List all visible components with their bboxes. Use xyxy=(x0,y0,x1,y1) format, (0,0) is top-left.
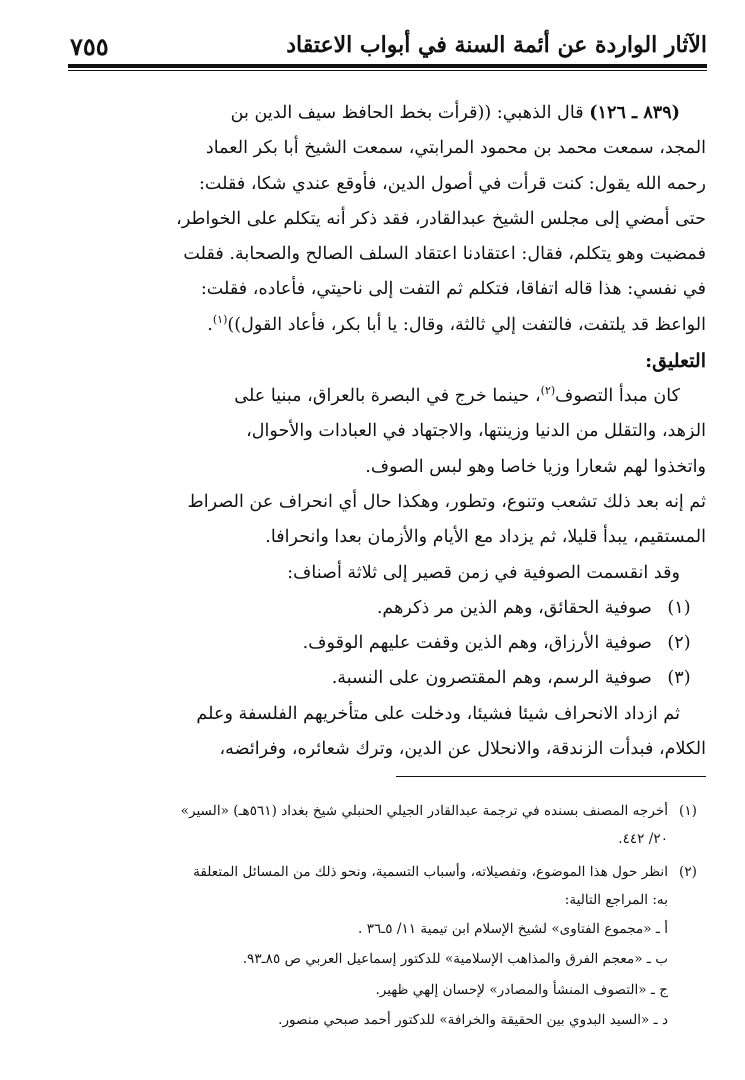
entry-line: حتى أمضي إلى مجلس الشيخ عبدالقادر، فقد ذكر أنه يتكلم على الخواطر، xyxy=(176,208,706,229)
commentary-line: واتخذوا لهم شعارا وزيا خاصا وهو لبس الصوف. xyxy=(365,456,706,477)
list-item-number: (٢) xyxy=(667,633,691,654)
commentary-line: كان مبدأ التصوف$^{(٢)}$، حينما خرج في البصرة بالعراق، مبنيا على xyxy=(234,384,680,407)
footnote-number: (١) xyxy=(679,803,697,819)
commentary-line: ثم إنه بعد ذلك تشعب وتنوع، وتطور، وهكذا حال أي انحراف عن الصراط xyxy=(187,491,706,512)
footnote-ref-2: (٢) xyxy=(540,384,556,398)
footnote-text: انظر حول هذا الموضوع، وتفصيلاته، وأسباب التسمية، ونحو ذلك من المسائل المتعلقة به: المراجع التالية: xyxy=(193,864,668,908)
page-number: ٧٥٥ xyxy=(70,32,109,61)
list-item xyxy=(70,661,706,696)
header-rule-thin xyxy=(68,70,707,71)
entry-number: (٨٣٩ ـ ١٢٦) xyxy=(589,102,680,123)
list-item xyxy=(70,591,706,626)
entry-line: المجد، سمعت محمد بن محمود المرابتي، سمعت الشيخ أبا بكر العماد xyxy=(205,138,706,159)
footnote-1 xyxy=(68,798,708,853)
reference-item: أ ـ «مجموع الفتاوى» لشيخ الإسلام ابن تيمية ١١/ ٥ـ٣٦ . xyxy=(358,921,668,937)
list-item-number: (١) xyxy=(667,597,691,618)
list-item-text: صوفية الرسم، وهم المقتصرون على النسبة. xyxy=(331,668,652,689)
footnote-number: (٢) xyxy=(679,864,697,880)
list-item xyxy=(70,626,706,661)
footnote-separator xyxy=(396,776,706,777)
commentary-line: الكلام، فبدأت الزندقة، والانحلال عن الدين، وترك شعائره، وفرائضه، xyxy=(219,739,706,760)
entry-line: رحمه الله يقول: كنت قرأت في أصول الدين، فأوقع عندي شكا، فقلت: xyxy=(198,173,706,194)
header-rule-thick xyxy=(68,64,707,68)
list-item-text: صوفية الأرزاق، وهم الذين وقفت عليهم الوقوف. xyxy=(302,633,652,654)
commentary-heading: التعليق: xyxy=(645,350,706,373)
list-item-text: صوفية الحقائق، وهم الذين مر ذكرهم. xyxy=(376,597,652,618)
commentary-line: وقد انقسمت الصوفية في زمن قصير إلى ثلاثة أصناف: xyxy=(287,562,680,583)
footnotes xyxy=(68,798,708,1036)
main-text xyxy=(70,95,706,767)
footnote-2 xyxy=(68,859,708,914)
entry-line: الواعظ قد يلتفت، فالتفت إلي ثالثة، وقال: يا أبا بكر، فأعاد القول))$^{(١)}$. xyxy=(207,312,706,335)
entry-line: في نفسي: هذا قاله اتفاقا، فتكلم ثم التفت إلى ناحيتي، فأعاده، فقلت: xyxy=(200,279,706,300)
commentary-line: المستقيم، يبدأ قليلا، ثم يزداد مع الأيام والأزمان بعدا وانحرافا. xyxy=(265,527,706,548)
reference-item: ب ـ «معجم الفرق والمذاهب الإسلامية» للدكتور إسماعيل العربي ص ٨٥ـ٩٣. xyxy=(242,951,668,968)
page-header xyxy=(0,0,745,78)
commentary-line: ثم ازداد الانحراف شيئا فشيئا، ودخلت على متأخريهم الفلسفة وعلم xyxy=(196,703,680,724)
running-title: الآثار الواردة عن أئمة السنة في أبواب الاعتقاد xyxy=(286,32,707,58)
entry-line: فمضيت وهو يتكلم، فقال: اعتقادنا اعتقاد السلف الصالح والصحابة. فقلت xyxy=(183,244,706,265)
footnote-ref-1: (١) xyxy=(212,312,228,326)
reference-item: ج ـ «التصوف المنشأ والمصادر» لإحسان إلهي ظهير. xyxy=(375,981,668,998)
commentary-line: الزهد، والتقلل من الدنيا وزينتها، والاجتهاد في العبادات والأحوال، xyxy=(246,421,706,442)
entry-line: (٨٣٩ ـ ١٢٦) قال الذهبي: ((قرأت بخط الحافظ سيف الدين بن xyxy=(230,102,680,123)
reference-item: د ـ «السيد البدوي بين الحقيقة والخرافة» للدكتور أحمد صبحي منصور. xyxy=(278,1012,668,1029)
footnote-text: أخرجه المصنف بسنده في ترجمة عبدالقادر الجيلي الحنبلي شيخ بغداد (٥٦١هـ) «السير» ٢٠/ ٤٤٢. xyxy=(180,803,668,847)
list-item-number: (٣) xyxy=(667,668,691,689)
